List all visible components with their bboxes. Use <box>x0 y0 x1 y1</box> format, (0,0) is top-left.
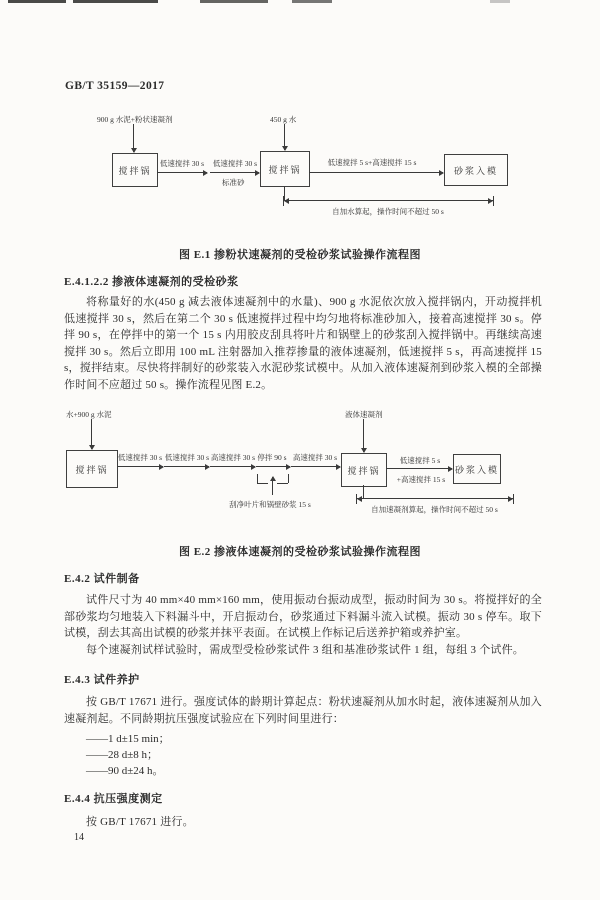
scan-artifact <box>292 0 332 3</box>
fig-e1-mixing-pot-box-1: 搅拌锅 <box>112 153 158 187</box>
paragraph-e44 <box>64 814 542 831</box>
fig-e2-bracket-tick <box>257 474 258 483</box>
paragraph-text: 按 GB/T 17671 进行。 <box>86 816 194 828</box>
fig-e2-mixing-pot-box-2: 搅拌锅 <box>341 453 387 487</box>
fig-e1-down-arrow <box>133 124 134 152</box>
fig-e2-time-span-label: 自加速凝剂算起，操作时间不超过 50 s <box>371 505 498 514</box>
age-list-item: ——90 d±24 h。 <box>86 765 164 777</box>
fig-e1-step2-label: 低速搅拌 30 s <box>212 159 258 168</box>
page-number: 14 <box>74 832 84 843</box>
fig-e1-standard-sand-label: 标准砂 <box>222 178 245 187</box>
fig-e2-flow-arrow <box>256 466 290 467</box>
fig-e2-connector-line <box>363 485 364 498</box>
scan-artifact <box>73 0 158 3</box>
fig-e2-flow-arrow <box>210 466 255 467</box>
scan-artifact <box>200 0 268 3</box>
heading-e4122: E.4.1.2.2 掺液体速凝剂的受检砂浆 <box>64 276 239 288</box>
fig-e2-time-span-line <box>357 498 513 499</box>
paragraph-text: 试件尺寸为 40 mm×40 mm×160 mm，使用振动台振动成型，振动时间为 30 s。将搅拌好的全部砂浆均匀地装入下料漏斗中，开启振动台，砂浆通过下料漏斗流入试模。振动 30 s 停车。取下试模，刮去其高出试模的砂浆并抹平表面。在试模上作标记后送养护箱或养护室。 <box>64 594 542 639</box>
fig-e1-mortar-mold-box: 砂浆入模 <box>444 154 508 186</box>
fig-e1-flow-arrow <box>210 172 259 173</box>
fig-e2-scrape-note-label: 刮净叶片和锅壁砂浆 15 s <box>229 500 311 509</box>
paragraph-text: 按 GB/T 17671 进行。强度试体的龄期计算起点：粉状速凝剂从加水时起，液体速凝剂从加入速凝剂起。不同龄期抗压强度试验应在下列时间里进行： <box>64 696 542 725</box>
fig-e1-input-cement-accelerator-label: 900 g 水泥+粉状速凝剂 <box>97 115 173 124</box>
fig-e1-time-span-label: 自加水算起，操作时间不超过 50 s <box>332 207 444 216</box>
fig-e1-down-arrow <box>284 124 285 150</box>
fig-e2-down-arrow <box>91 419 92 449</box>
fig-e2-mixing-pot-box-1: 搅拌锅 <box>66 450 118 488</box>
fig-e2-caption: 图 E.2 掺液体速凝剂的受检砂浆试验操作流程图 <box>178 546 422 558</box>
fig-e2-step6-above-label: 低速搅拌 5 s <box>399 456 441 465</box>
fig-e2-mortar-mold-box: 砂浆入模 <box>453 454 501 484</box>
fig-e2-step1-label: 低速搅拌 30 s <box>117 453 163 462</box>
heading-e44: E.4.4 抗压强度测定 <box>64 793 163 805</box>
heading-e42: E.4.2 试件制备 <box>64 573 140 585</box>
paragraph-text: 每个速凝剂试样试验时，需成型受检砂浆试件 3 组和基准砂浆试件 1 组，每组 3 个试件。 <box>86 643 524 656</box>
fig-e2-step2-label: 低速搅拌 30 s <box>164 453 210 462</box>
fig-e2-flow-arrow <box>117 466 163 467</box>
fig-e1-step1-label: 低速搅拌 30 s <box>159 159 205 168</box>
paragraph-e42 <box>64 592 542 658</box>
heading-e43: E.4.3 试件养护 <box>64 674 140 686</box>
tick <box>283 196 284 206</box>
tick <box>513 494 514 504</box>
fig-e1-flow-arrow <box>309 172 443 173</box>
tick <box>493 196 494 206</box>
tick <box>356 494 357 504</box>
fig-e2-step4-label: 停拌 90 s <box>257 453 287 462</box>
fig-e2-flow-arrow <box>386 468 452 469</box>
fig-e2-flow-arrow <box>164 466 209 467</box>
fig-e1-step3-label: 低速搅拌 5 s+高速搅拌 15 s <box>327 158 417 167</box>
fig-e1-caption: 图 E.1 掺粉状速凝剂的受检砂浆试验操作流程图 <box>178 249 422 261</box>
fig-e2-step6-below-label: +高速搅拌 15 s <box>396 475 446 484</box>
scan-artifact <box>490 0 510 3</box>
fig-e2-bracket-tick <box>288 474 289 483</box>
document-number: GB/T 35159—2017 <box>65 80 165 92</box>
fig-e2-flow-arrow <box>291 466 340 467</box>
fig-e2-input-liquid-accelerator-label: 液体速凝剂 <box>345 410 383 419</box>
age-list-item: ——28 d±8 h； <box>86 749 159 761</box>
fig-e2-down-arrow <box>363 419 364 452</box>
fig-e2-input-water-cement-label: 水+900 g 水泥 <box>66 410 112 419</box>
fig-e1-mixing-pot-box-2: 搅拌锅 <box>260 151 310 187</box>
fig-e2-bracket-bar <box>277 483 288 484</box>
scan-artifact <box>8 0 66 3</box>
age-list-item: ——1 d±15 min； <box>86 733 170 745</box>
fig-e2-bracket-bar <box>257 483 268 484</box>
fig-e1-flow-arrow <box>157 172 207 173</box>
paragraph-e43 <box>64 694 542 727</box>
fig-e2-step3-label: 高速搅拌 30 s <box>210 453 256 462</box>
fig-e1-time-span-line <box>284 200 493 201</box>
fig-e2-step5-label: 高速搅拌 30 s <box>292 453 338 462</box>
paragraph-text: 将称量好的水(450 g 减去液体速凝剂中的水量)、900 g 水泥依次放入搅拌锅内，开动搅拌机低速搅拌 30 s，然后在第二个 30 s 低速搅拌过程中均匀地将标准砂加入，接着高速搅拌 30 s。停拌 90 s，在停拌中的第一个 15 s 内用胶皮刮具将叶片和锅壁上的砂浆刮入搅拌锅中。再继续高速搅拌 30 s。然后立即用 100 mL 注射器加入推荐掺量的液体速凝剂，低速搅拌 5 s，再高速搅拌 15 s，搅拌结束。尽快将拌制好的砂浆装入水泥砂浆试模中。从加入液体速凝剂到砂浆入模的全部操作时间不应超过 50 s。操作流程见图 E.2。 <box>64 296 542 391</box>
paragraph-e4122 <box>64 294 542 393</box>
fig-e2-up-arrow <box>272 477 273 495</box>
fig-e1-input-water-label: 450 g 水 <box>270 115 297 124</box>
